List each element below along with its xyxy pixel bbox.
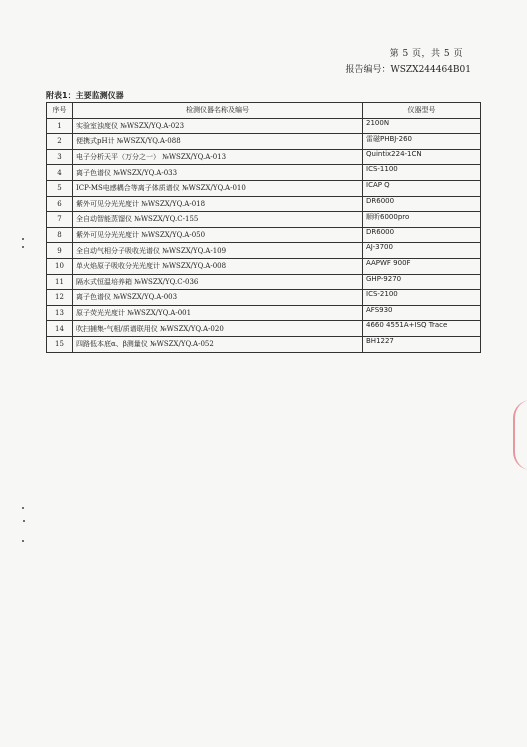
report-number: 报告编号：WSZX244464B01 [345, 65, 471, 75]
row-instrument-name: 隔水式恒温培养箱 №WSZX/YQ.C-036 [73, 274, 363, 290]
row-instrument-name: 实验室浊度仪 №WSZX/YQ.A-023 [73, 118, 363, 134]
row-instrument-name: 离子色谱仪 №WSZX/YQ.A-003 [73, 290, 363, 306]
seal-stamp-edge [513, 400, 527, 470]
table-row [47, 165, 481, 181]
row-instrument-model: ICAP Q [363, 180, 481, 196]
table-row [47, 134, 481, 150]
row-seq: 9 [47, 243, 73, 259]
table-row [47, 180, 481, 196]
row-seq: 13 [47, 305, 73, 321]
row-instrument-name: 全自动智能蒸馏仪 №WSZX/YQ.C-155 [73, 212, 363, 228]
table-row [47, 227, 481, 243]
scan-mark [23, 520, 25, 522]
table-row [47, 336, 481, 352]
table-caption: 附表1：主要监测仪器 [46, 91, 124, 100]
table-row [47, 321, 481, 337]
column-header-seq: 序号 [47, 103, 73, 119]
scan-mark [22, 238, 24, 240]
column-header-model: 仪器型号 [363, 103, 481, 119]
row-instrument-model: ICS-2100 [363, 290, 481, 306]
row-seq: 7 [47, 212, 73, 228]
row-instrument-model: 雷磁PHBJ-260 [363, 134, 481, 150]
row-seq: 2 [47, 134, 73, 150]
row-instrument-model: GHP-9270 [363, 274, 481, 290]
table-row [47, 118, 481, 134]
row-instrument-model: 顺昕6000pro [363, 212, 481, 228]
row-instrument-name: 原子荧光光度计 №WSZX/YQ.A-001 [73, 305, 363, 321]
row-seq: 10 [47, 258, 73, 274]
row-instrument-model: Quintix224-1CN [363, 149, 481, 165]
row-instrument-model: 4660 4551A+ISQ Trace [363, 321, 481, 337]
row-seq: 1 [47, 118, 73, 134]
page-number: 第 5 页，共 5 页 [389, 49, 463, 59]
table-row [47, 149, 481, 165]
row-seq: 11 [47, 274, 73, 290]
row-instrument-model: 2100N [363, 118, 481, 134]
row-instrument-name: ICP-MS电感耦合等离子体质谱仪 №WSZX/YQ.A-010 [73, 180, 363, 196]
row-instrument-model: DR6000 [363, 227, 481, 243]
row-seq: 15 [47, 336, 73, 352]
row-instrument-name: 便携式pH计 №WSZX/YQ.A-088 [73, 134, 363, 150]
table-row [47, 290, 481, 306]
row-instrument-name: 吹扫捕集-气相/质谱联用仪 №WSZX/YQ.A-020 [73, 321, 363, 337]
table-header-row [47, 103, 481, 119]
row-seq: 8 [47, 227, 73, 243]
column-header-name: 检测仪器名称及编号 [73, 103, 363, 119]
scan-mark [22, 507, 24, 509]
row-seq: 4 [47, 165, 73, 181]
row-seq: 3 [47, 149, 73, 165]
table-row [47, 243, 481, 259]
row-seq: 12 [47, 290, 73, 306]
table-row [47, 212, 481, 228]
row-instrument-model: AJ-3700 [363, 243, 481, 259]
row-instrument-name: 四路低本底α、β测量仪 №WSZX/YQ.A-052 [73, 336, 363, 352]
scan-mark [22, 246, 24, 248]
row-seq: 6 [47, 196, 73, 212]
row-instrument-model: AAPWF 900F [363, 258, 481, 274]
row-instrument-name: 单火焰原子吸收分光光度计 №WSZX/YQ.A-008 [73, 258, 363, 274]
row-instrument-model: AFS930 [363, 305, 481, 321]
table-row [47, 258, 481, 274]
table-row [47, 305, 481, 321]
row-instrument-model: ICS-1100 [363, 165, 481, 181]
row-seq: 5 [47, 180, 73, 196]
row-instrument-name: 离子色谱仪 №WSZX/YQ.A-033 [73, 165, 363, 181]
table-row [47, 196, 481, 212]
row-instrument-model: DR6000 [363, 196, 481, 212]
table-row [47, 274, 481, 290]
instrument-table [46, 102, 481, 353]
row-seq: 14 [47, 321, 73, 337]
scan-mark [22, 540, 24, 542]
row-instrument-name: 全自动气相分子吸收光谱仪 №WSZX/YQ.A-109 [73, 243, 363, 259]
row-instrument-model: BH1227 [363, 336, 481, 352]
row-instrument-name: 紫外可见分光光度计 №WSZX/YQ.A-050 [73, 227, 363, 243]
row-instrument-name: 紫外可见分光光度计 №WSZX/YQ.A-018 [73, 196, 363, 212]
row-instrument-name: 电子分析天平（万分之一） №WSZX/YQ.A-013 [73, 149, 363, 165]
